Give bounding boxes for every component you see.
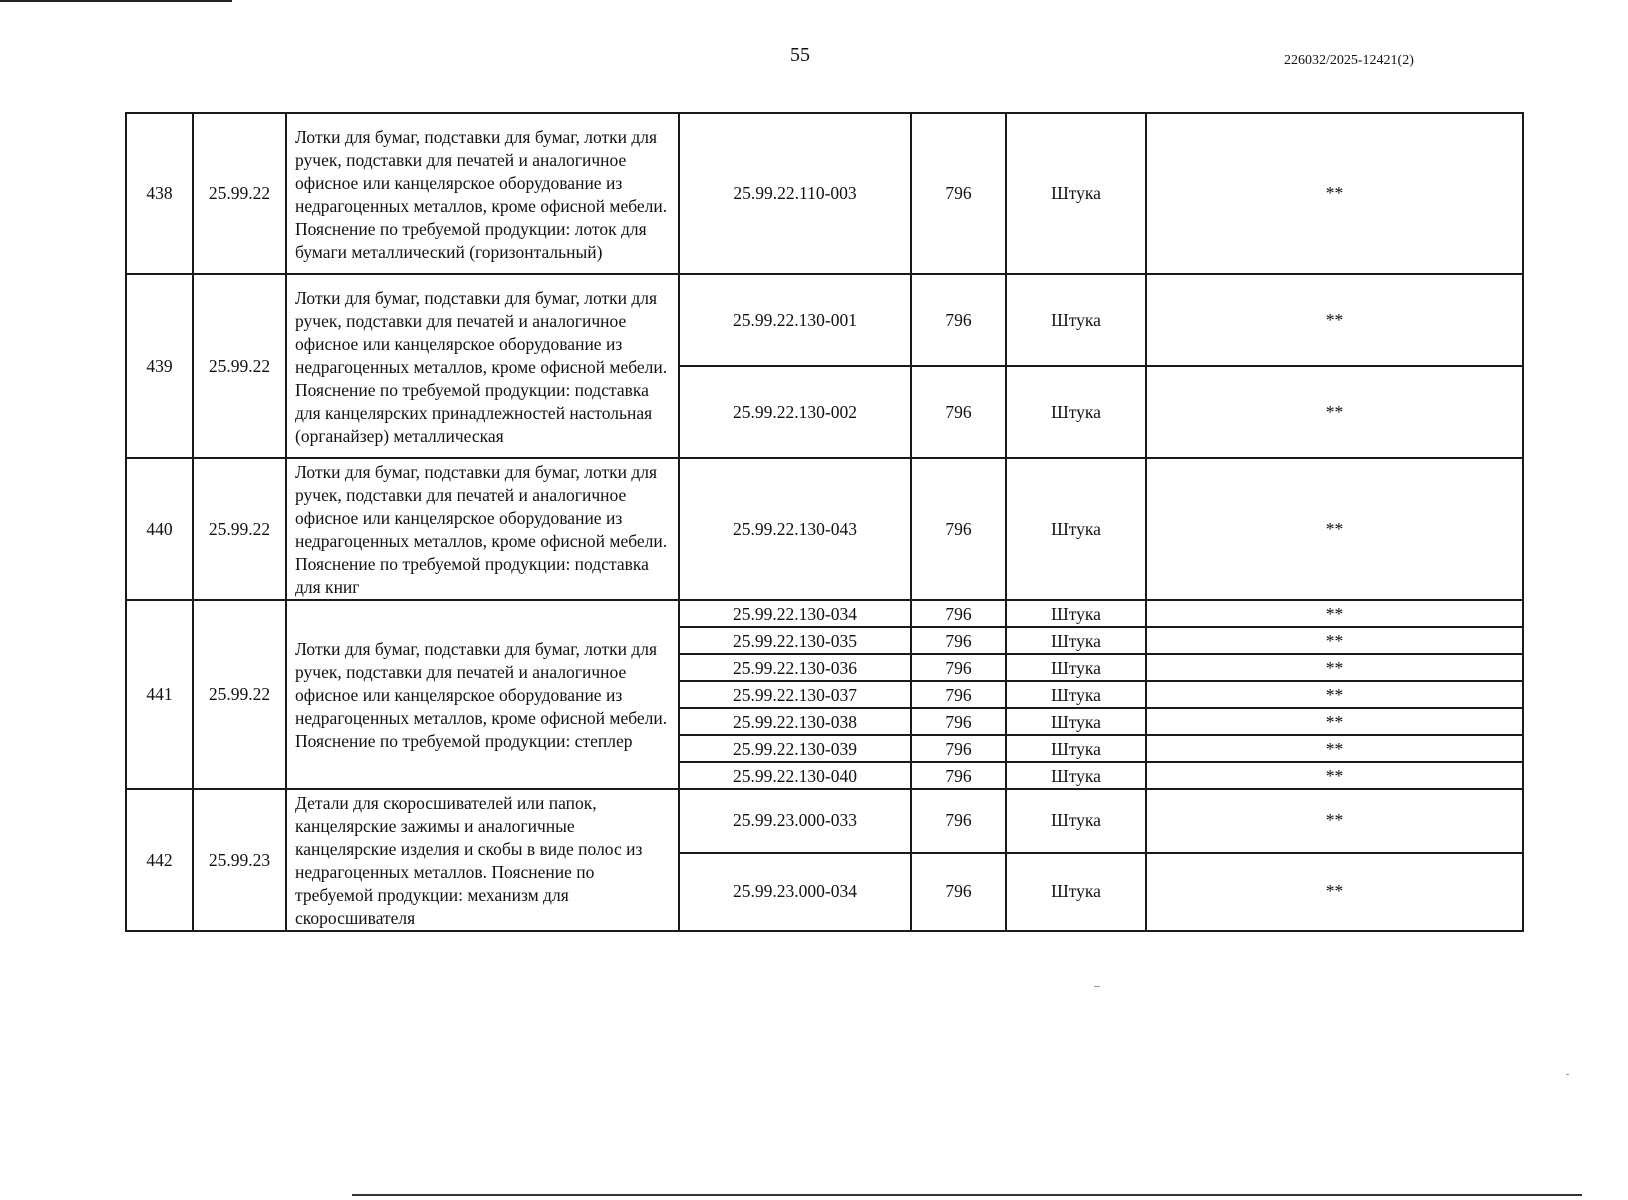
- note-mark: **: [1146, 458, 1523, 600]
- note-mark: **: [1146, 274, 1523, 366]
- okei-code: 796: [911, 600, 1006, 627]
- ktru-code: 25.99.22.130-035: [679, 627, 911, 654]
- item-description: Лотки для бумаг, подставки для бумаг, лотки для ручек, подставки для печатей и аналогичное офисное или канцелярское оборудование из недрагоценных металлов, кроме офисной мебели. Пояснение по требуемой продукции: степлер: [286, 600, 679, 789]
- procurement-items-table: [125, 112, 1524, 932]
- ktru-code: 25.99.22.130-001: [679, 274, 911, 366]
- unit-name: Штука: [1006, 627, 1146, 654]
- unit-name: Штука: [1006, 789, 1146, 853]
- okei-code: 796: [911, 708, 1006, 735]
- ktru-code: 25.99.22.130-037: [679, 681, 911, 708]
- top-edge-rule: [0, 0, 232, 2]
- item-description: Лотки для бумаг, подставки для бумаг, лотки для ручек, подставки для печатей и аналогичное офисное или канцелярское оборудование из недрагоценных металлов, кроме офисной мебели. Пояснение по требуемой продукции: подставка для канцелярских принадлежностей настольная (органайзер) металлическая: [286, 274, 679, 458]
- okpd-code: 25.99.23: [193, 789, 286, 931]
- okpd-code: 25.99.22: [193, 458, 286, 600]
- table-row: [126, 458, 1523, 600]
- note-mark: **: [1146, 600, 1523, 627]
- note-mark: **: [1146, 789, 1523, 853]
- unit-name: Штука: [1006, 681, 1146, 708]
- unit-name: Штука: [1006, 654, 1146, 681]
- document-id: 226032/2025-12421(2): [1284, 53, 1414, 68]
- okei-code: 796: [911, 654, 1006, 681]
- okpd-code: 25.99.22: [193, 113, 286, 274]
- table-row: [126, 600, 1523, 627]
- note-mark: **: [1146, 366, 1523, 458]
- scan-speck: [1566, 1074, 1569, 1075]
- okei-code: 796: [911, 274, 1006, 366]
- ktru-code: 25.99.22.130-034: [679, 600, 911, 627]
- note-mark: **: [1146, 708, 1523, 735]
- row-number: 440: [126, 458, 193, 600]
- okei-code: 796: [911, 681, 1006, 708]
- table-row: [126, 274, 1523, 366]
- ktru-code: 25.99.22.130-002: [679, 366, 911, 458]
- unit-name: Штука: [1006, 735, 1146, 762]
- unit-name: Штука: [1006, 762, 1146, 789]
- ktru-code: 25.99.22.130-043: [679, 458, 911, 600]
- note-mark: **: [1146, 654, 1523, 681]
- ktru-code: 25.99.22.130-036: [679, 654, 911, 681]
- okei-code: 796: [911, 735, 1006, 762]
- unit-name: Штука: [1006, 708, 1146, 735]
- bottom-edge-rule: [352, 1194, 1582, 1196]
- ktru-code: 25.99.22.130-039: [679, 735, 911, 762]
- okei-code: 796: [911, 113, 1006, 274]
- ktru-code: 25.99.23.000-033: [679, 789, 911, 853]
- scan-speck: [1094, 986, 1100, 987]
- okei-code: 796: [911, 789, 1006, 853]
- note-mark: **: [1146, 113, 1523, 274]
- okei-code: 796: [911, 762, 1006, 789]
- unit-name: Штука: [1006, 274, 1146, 366]
- item-description: Детали для скоросшивателей или папок, канцелярские зажимы и аналогичные канцелярские изделия и скобы в виде полос из недрагоценных металлов. Пояснение по требуемой продукции: механизм для скоросшивателя: [286, 789, 679, 931]
- okei-code: 796: [911, 458, 1006, 600]
- unit-name: Штука: [1006, 366, 1146, 458]
- ktru-code: 25.99.22.130-040: [679, 762, 911, 789]
- ktru-code: 25.99.22.130-038: [679, 708, 911, 735]
- note-mark: **: [1146, 681, 1523, 708]
- okei-code: 796: [911, 627, 1006, 654]
- item-description: Лотки для бумаг, подставки для бумаг, лотки для ручек, подставки для печатей и аналогичное офисное или канцелярское оборудование из недрагоценных металлов, кроме офисной мебели. Пояснение по требуемой продукции: подставка для книг: [286, 458, 679, 600]
- table-row: [126, 789, 1523, 853]
- page-number: 55: [790, 44, 810, 66]
- unit-name: Штука: [1006, 458, 1146, 600]
- note-mark: **: [1146, 627, 1523, 654]
- item-description: Лотки для бумаг, подставки для бумаг, лотки для ручек, подставки для печатей и аналогичное офисное или канцелярское оборудование из недрагоценных металлов, кроме офисной мебели. Пояснение по требуемой продукции: лоток для бумаги металлический (горизонтальный): [286, 113, 679, 274]
- unit-name: Штука: [1006, 853, 1146, 931]
- row-number: 439: [126, 274, 193, 458]
- ktru-code: 25.99.22.110-003: [679, 113, 911, 274]
- okei-code: 796: [911, 366, 1006, 458]
- unit-name: Штука: [1006, 113, 1146, 274]
- ktru-code: 25.99.23.000-034: [679, 853, 911, 931]
- note-mark: **: [1146, 853, 1523, 931]
- table-row: [126, 113, 1523, 274]
- okpd-code: 25.99.22: [193, 274, 286, 458]
- note-mark: **: [1146, 735, 1523, 762]
- unit-name: Штука: [1006, 600, 1146, 627]
- row-number: 438: [126, 113, 193, 274]
- okei-code: 796: [911, 853, 1006, 931]
- okpd-code: 25.99.22: [193, 600, 286, 789]
- note-mark: **: [1146, 762, 1523, 789]
- row-number: 441: [126, 600, 193, 789]
- row-number: 442: [126, 789, 193, 931]
